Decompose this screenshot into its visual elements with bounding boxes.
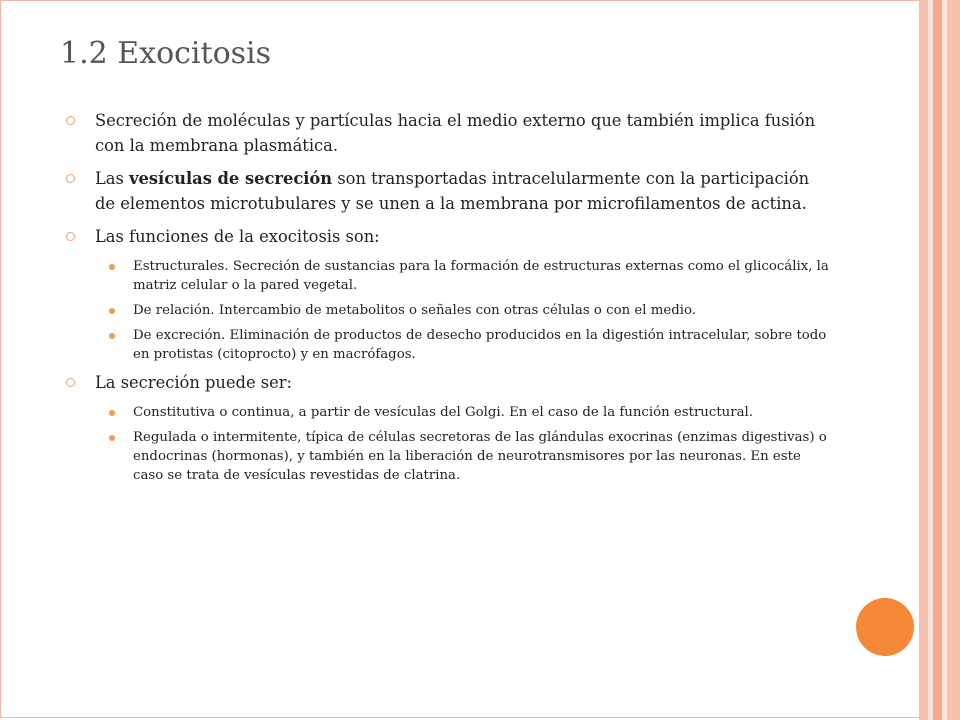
sub-bullet-item	[62, 403, 832, 422]
bullet-item	[62, 224, 832, 249]
bullet-text: Las funciones de la exocitosis son:	[95, 227, 380, 246]
ring-bullet-icon	[66, 116, 75, 125]
bullet-item	[62, 108, 832, 158]
bullet-item	[62, 370, 832, 395]
dot-bullet-icon	[109, 308, 115, 314]
dot-bullet-icon	[109, 333, 115, 339]
decorative-circle	[856, 598, 914, 656]
sub-bullet-item	[62, 428, 832, 485]
bullet-text: Secreción de moléculas y partículas hacia el medio externo que también implica fusión con la membrana plasmática.	[95, 111, 816, 155]
bullet-text-pre: Las	[95, 169, 130, 188]
bullet-text-post: son transportadas intracelularmente con la participación de elementos microtubulares y se unen a la membrana por microfilamentos de actina.	[95, 169, 810, 213]
stripe	[933, 0, 942, 720]
ring-bullet-icon	[66, 378, 75, 387]
dot-bullet-icon	[109, 435, 115, 441]
sub-bullet-text: Estructurales. Secreción de sustancias para la formación de estructuras externas como el glicocálix, la matriz celular o la pared vegetal.	[133, 259, 829, 293]
decorative-stripes	[919, 0, 960, 720]
slide-content	[62, 108, 832, 491]
dot-bullet-icon	[109, 264, 115, 270]
sub-bullet-item	[62, 301, 832, 320]
sub-bullet-text: Regulada o intermitente, típica de células secretoras de las glándulas exocrinas (enzimas digestivas) o endocrinas (hormonas), y también en la liberación de neurotransmisores por las neuronas. En este caso se trata de vesículas revestidas de clatrina.	[133, 430, 827, 483]
slide-title: 1.2 Exocitosis	[60, 36, 272, 71]
ring-bullet-icon	[66, 174, 75, 183]
stripe	[919, 0, 928, 720]
sub-bullet-text: De excreción. Eliminación de productos de desecho producidos en la digestión intracelular, sobre todo en protistas (citoprocto) y en macrófagos.	[133, 328, 827, 362]
sub-bullet-list	[62, 403, 832, 485]
bullet-text-bold: vesículas de secreción	[129, 169, 333, 188]
sub-bullet-text: De relación. Intercambio de metabolitos o señales con otras células o con el medio.	[133, 303, 696, 318]
sub-bullet-list	[62, 257, 832, 364]
sub-bullet-item	[62, 257, 832, 295]
sub-bullet-item	[62, 326, 832, 364]
dot-bullet-icon	[109, 410, 115, 416]
bullet-item	[62, 166, 832, 216]
stripe	[947, 0, 960, 720]
sub-bullet-text: Constitutiva o continua, a partir de vesículas del Golgi. En el caso de la función estructural.	[133, 405, 753, 420]
bullet-text: La secreción puede ser:	[95, 373, 293, 392]
ring-bullet-icon	[66, 232, 75, 241]
